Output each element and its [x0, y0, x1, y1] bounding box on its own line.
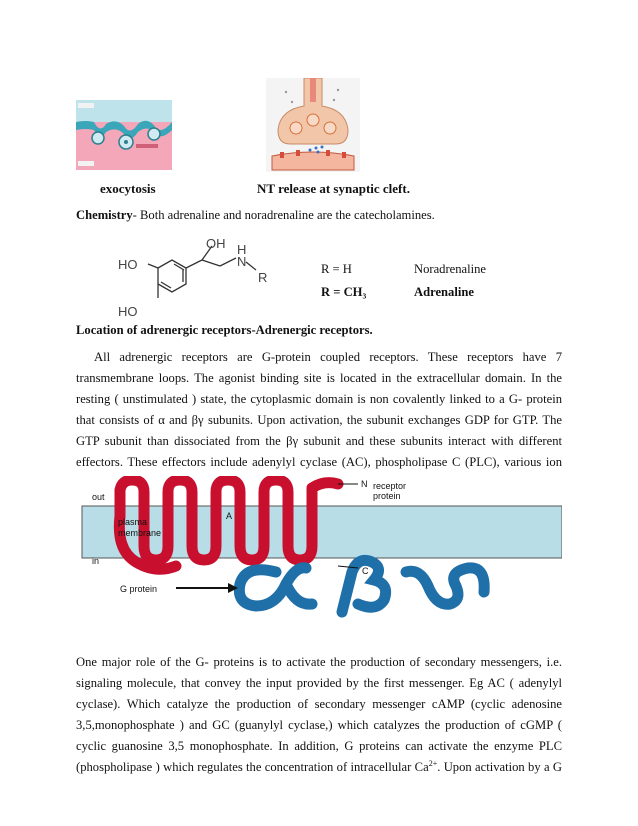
catecholamine-structure: [112, 236, 272, 322]
caption-nt-release: NT release at synaptic cleft.: [257, 181, 410, 196]
gpcr-figure: [76, 476, 562, 626]
text-segment: . Upon activation by a G: [437, 760, 562, 774]
paragraph-line: transmembrane loops. The agonist binding site is located in the extracellular domain. In the: [76, 371, 562, 385]
chemistry-line: [76, 208, 435, 223]
label-receptor: receptor: [373, 481, 407, 491]
compound-name-2: Adrenaline: [414, 285, 474, 299]
r-value-2: R = CH₃: [321, 285, 367, 299]
label-in: in: [92, 556, 100, 566]
compound-name-1: Noradrenaline: [414, 262, 487, 276]
paragraph-line: effectors. These effectors include adenylyl cyclase (AC), phospholipase C (PLC), various ion: [76, 455, 562, 469]
paragraph-gproteins: [76, 652, 562, 778]
label-a: A: [226, 511, 233, 521]
superscript: 2+: [428, 758, 438, 768]
paragraph-line: 3,5,monophosphate ) and GC (guanylyl cyclase,) which catalyzes the production of cGMP (: [76, 718, 562, 732]
oh-label: OH: [206, 236, 226, 251]
ho-top-label: HO: [118, 257, 138, 272]
chemistry-text: - Both adrenaline and noradrenaline are the catecholamines.: [132, 208, 435, 222]
paragraph-line: cyclic guanosine 3,5 monophosphate. In addition, G proteins can activate the enzyme PLC: [76, 739, 562, 753]
r-value-1: R = H: [321, 262, 352, 276]
n-label: N: [237, 254, 247, 269]
chemistry-heading: Chemistry: [76, 208, 133, 222]
paragraph-line: cyclase). Which catalyze the production of secondary messenger cAMP (cyclic adenosine: [76, 697, 562, 711]
paragraph-line: One major role of the G- proteins is to activate the production of secondary messengers, i.e.: [76, 655, 562, 669]
label-plasma: plasma: [118, 517, 148, 527]
text-segment: (phospholipase ) which regulates the concentration of intracellular Ca: [76, 760, 429, 774]
paragraph-line: All adrenergic receptors are G-protein coupled receptors. These receptors have 7: [94, 350, 562, 364]
label-out: out: [92, 492, 105, 502]
synapse-image: [266, 78, 360, 172]
label-g-protein: G protein: [120, 584, 158, 594]
r-label: R: [258, 270, 268, 285]
paragraph-line: signaling molecule, that convey the input provided by the first messenger. Eg AC ( adenylyl: [76, 676, 562, 690]
paragraph-line: [76, 757, 562, 778]
paragraph-line: that consists of α and βγ subunits. Upon activation, the subunit exchanges GDP for GTP. The: [76, 413, 562, 427]
paragraph-receptors: [76, 347, 562, 494]
h-label: H: [237, 242, 247, 257]
label-membrane: membrane: [118, 528, 162, 538]
paragraph-line: GTP subunit than dissociated from the βγ subunit and these subunits interact with different: [76, 434, 562, 448]
ho-bottom-label: HO: [118, 304, 138, 319]
exocytosis-image: [76, 100, 172, 170]
paragraph-line: resting ( unstimulated ) state, the cytoplasmic domain is non covalently linked to a G- protein: [76, 392, 562, 406]
label-n-terminus: N: [361, 479, 368, 489]
location-heading: Location of adrenergic receptors-Adrenergic receptors.: [76, 323, 373, 337]
label-protein: protein: [373, 491, 401, 501]
caption-exocytosis: exocytosis: [100, 181, 156, 196]
label-c-terminus: C: [362, 566, 369, 576]
